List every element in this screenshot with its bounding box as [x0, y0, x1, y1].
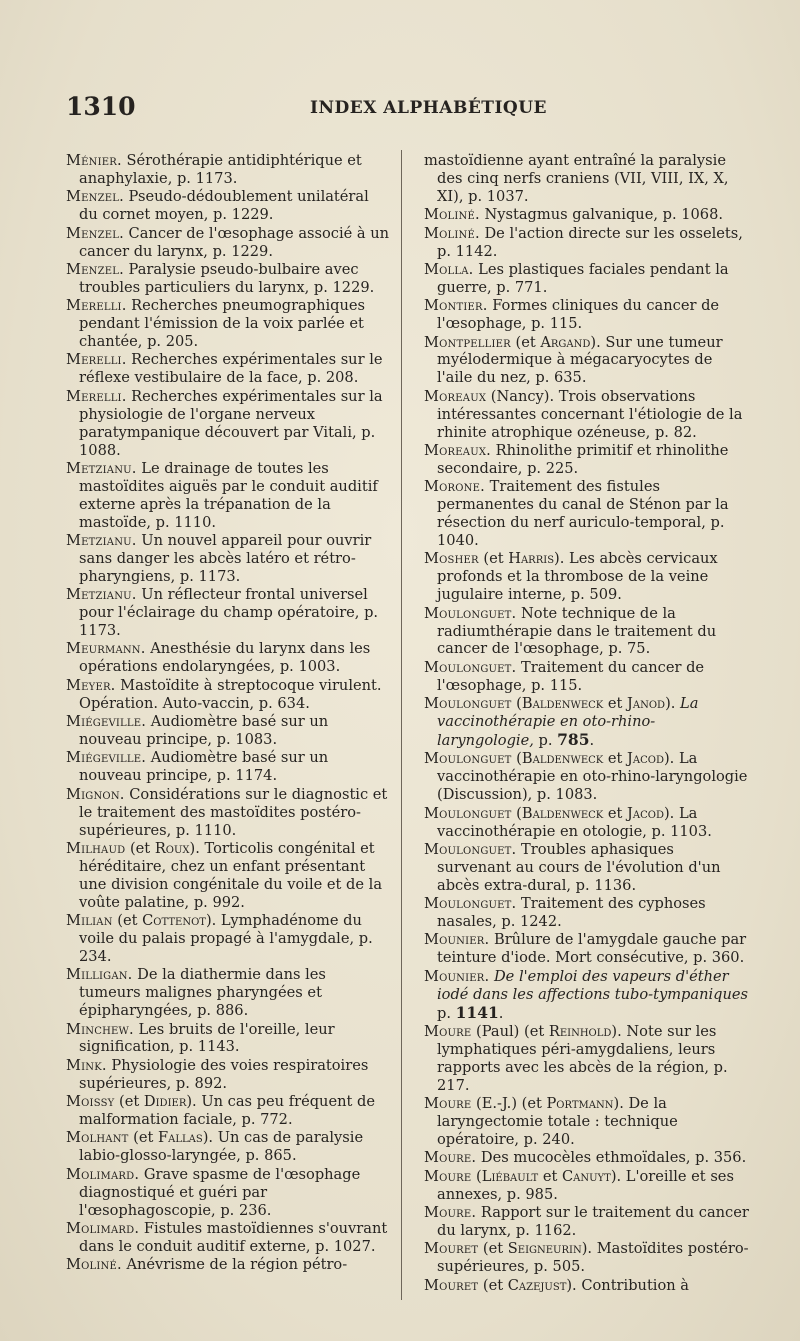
index-entry: Metzianu. Le drainage de toutes les mastoïdites aiguës par le conduit auditif externe après la trépanation de la mastoïde, p. 1110. [66, 459, 378, 531]
index-entry: Montpellier (et Argand). Sur une tumeur myélodermique à mégacaryocytes de l'aile du nez, p. 635. [424, 333, 723, 387]
entry-author: Moulonguet. [424, 604, 517, 622]
entry-coauthor: Roux [154, 839, 190, 857]
entry-coauthor: Argand [540, 333, 591, 351]
index-entry: Mink. Physiologie des voies respiratoires supérieures, p. 892. [66, 1056, 369, 1092]
entry-author: Meurmann. [66, 640, 146, 658]
entry-author: Molimard. [66, 1165, 140, 1183]
index-entry: Molhant (et Fallas). Un cas de paralysie labio-glosso-laryngée, p. 865. [66, 1129, 364, 1165]
entry-author: Moissy [66, 1093, 115, 1111]
entry-author: Molimard. [66, 1219, 140, 1237]
entry-author: Mignon. [66, 785, 125, 803]
entry-author: Morone. [424, 478, 485, 496]
entry-coauthor: Liébault [481, 1167, 539, 1185]
index-entry: Moliné. De l'action directe sur les osselets, p. 1142. [424, 224, 743, 260]
entry-coauthor: Janod [627, 695, 666, 713]
entry-author: Moure [424, 1023, 472, 1040]
index-entry: Moure (E.-J.) (et Portmann). De la laryngectomie totale : technique opératoire, p. 240. [424, 1095, 678, 1148]
entry-author: Milhaud [66, 839, 126, 857]
index-entry: Merelli. Recherches pneumographiques pendant l'émission de la voix parlée et chantée, p. 205. [66, 297, 366, 351]
index-entry: mastoïdienne ayant entraîné la paralysie des cinq nerfs craniens (VII, VIII, IX, X, XI), p. 1037. [424, 152, 729, 205]
entry-author: Minchew. [66, 1020, 134, 1038]
index-entry: Mouret (et Cazejust). Contribution à [424, 1276, 689, 1294]
entry-author: Mounier. [424, 931, 490, 949]
index-entry: Meyer. Mastoïdite à streptocoque virulent. Opération. Auto-vaccin, p. 634. [66, 676, 382, 712]
index-entry: Mosher (et Harris). Les abcès cervicaux profonds et la thrombose de la veine jugulaire interne, p. 509. [424, 550, 718, 604]
entry-coauthor: Baldenweck [521, 804, 604, 822]
entry-author: Metzianu. [66, 459, 137, 477]
index-entry: Miégeville. Audiomètre basé sur un nouveau principe, p. 1083. [66, 713, 329, 748]
entry-author: Montpellier [424, 333, 511, 351]
index-entry: Milligan. De la diathermie dans les tumeurs malignes pharyngées et épipharyngées, p. 886. [66, 966, 326, 1020]
index-entry: Mouret (et Seigneurin). Mastoïdites postéro-supérieures, p. 505. [424, 1240, 749, 1276]
entry-coauthor: Didier [143, 1093, 187, 1111]
index-entry: Minchew. Les bruits de l'oreille, leur signification, p. 1143. [66, 1020, 335, 1056]
index-entry: Metzianu. Un nouvel appareil pour ouvrir sans danger les abcès latéro et rétro-pharyngiens, p. 1173. [66, 532, 372, 585]
entry-author: Menzel. [66, 224, 124, 242]
index-entry: Moulonguet. Note technique de la radiumthérapie dans le traitement du cancer de l'œsophage, p. 75. [424, 604, 717, 658]
entry-page-bold: 1141 [455, 1002, 499, 1022]
running-head: INDEX ALPHABÉTIQUE [310, 98, 547, 118]
entry-author: Merelli. [66, 297, 127, 315]
entry-author: Moliné. [424, 206, 480, 224]
entry-title-italic: La vaccinothérapie en oto-rhino-laryngologie, [437, 695, 699, 749]
entry-author: Moure [424, 1095, 472, 1113]
index-entry: Mounier. De l'emploi des vapeurs d'éther iodé dans les affections tubo-tympaniques p. 1141. [424, 967, 749, 1022]
index-entry: Merelli. Recherches expérimentales sur le réflexe vestibulaire de la face, p. 208. [66, 351, 383, 387]
page-number: 1310 [66, 92, 136, 121]
entry-author: Moulonguet [424, 695, 512, 713]
entry-author: Moulonguet [424, 804, 512, 822]
entry-coauthor: Baldenweck [521, 695, 604, 713]
index-entry: Metzianu. Un réflecteur frontal universel pour l'éclairage du champ opératoire, p. 1173. [66, 586, 379, 640]
index-entry: Moure. Rapport sur le traitement du cancer du larynx, p. 1162. [424, 1204, 749, 1239]
index-entry: Merelli. Recherches expérimentales sur la physiologie de l'organe nerveux paratympanique découvert par Vitali, p. 1088. [66, 387, 383, 459]
index-entry: Moliné. Anévrisme de la région pétro- [66, 1256, 348, 1274]
index-entry: Moreaux (Nancy). Trois observations intéressantes concernant l'étiologie de la rhinite atrophique ozéneuse, p. 82. [424, 387, 743, 441]
entry-coauthor: Cottenot [142, 912, 206, 930]
right-column [424, 152, 749, 1295]
index-entry: Miégeville. Audiomètre basé sur un nouveau principe, p. 1174. [66, 749, 329, 785]
entry-author: Moulonguet. [424, 840, 517, 858]
entry-coauthor: Jacod [627, 750, 664, 768]
entry-author: Menzel. [66, 260, 124, 278]
entry-coauthor: Fallas [158, 1129, 203, 1147]
index-entry: Milian (et Cottenot). Lymphadénome du voile du palais propagé à l'amygdale, p. 234. [66, 912, 373, 965]
entry-author: Moreaux. [424, 442, 491, 459]
index-entry: Molimard. Grave spasme de l'œsophage diagnostiqué et guéri par l'œsophagoscopie, p. 236. [66, 1165, 361, 1219]
index-entry: Moulonguet. Troubles aphasiques survenant au cours de l'évolution d'un abcès extra-dural, p. 1136. [424, 840, 721, 894]
entry-author: Menzel. [66, 188, 124, 206]
entry-author: Mounier. [424, 967, 490, 985]
entry-author: Miégeville. [66, 713, 147, 731]
entry-author: Merelli. [66, 387, 127, 405]
entry-author: Mosher [424, 550, 479, 568]
entry-coauthor: Harris [508, 550, 555, 568]
page-header [66, 92, 746, 128]
entry-author: Meyer. [66, 676, 116, 694]
index-entry: Montier. Formes cliniques du cancer de l'œsophage, p. 115. [424, 297, 720, 333]
entry-author: Merelli. [66, 351, 127, 369]
index-entry: Moulonguet (Baldenweck et Jacod). La vaccinothérapie en otologie, p. 1103. [424, 804, 712, 840]
entry-coauthor: Portmann [546, 1095, 614, 1113]
index-entry: Morone. Traitement des fistules permanentes du canal de Sténon par la résection du nerf auriculo-temporal, p. 1040. [424, 478, 729, 550]
entry-author: Moure. [424, 1149, 477, 1167]
entry-author: Moulonguet. [424, 895, 517, 913]
index-entry: Milhaud (et Roux). Torticolis congénital et héréditaire, chez un enfant présentant une division congénitale du voile et de la voûte palatine, p. 992. [66, 839, 383, 911]
entry-author: Moliné. [66, 1256, 122, 1274]
index-entry: Moulonguet. Traitement du cancer de l'œsophage, p. 115. [424, 658, 705, 694]
entry-title-italic: De l'emploi des vapeurs d'éther iodé dans les affections tubo-tympaniques [437, 967, 749, 1003]
entry-coauthor: Reinhold [548, 1023, 612, 1040]
entry-author: Ménier. [66, 152, 122, 169]
index-entry: Moissy (et Didier). Un cas peu fréquent de malformation faciale, p. 772. [66, 1093, 375, 1129]
index-entry: Moure. Des mucocèles ethmoïdales, p. 356. [424, 1149, 747, 1167]
index-entry: Moure (Paul) (et Reinhold). Note sur les lymphatiques péri-amygdaliens, leurs rapports avec les abcès de la région, p. 217. [424, 1023, 728, 1094]
entry-coauthor: Canuyt [561, 1167, 611, 1185]
index-entry: Moreaux. Rhinolithe primitif et rhinolithe secondaire, p. 225. [424, 442, 729, 477]
entry-author: Mouret [424, 1276, 479, 1294]
entry-author: Milian [66, 912, 113, 930]
index-entry: Moure (Liébault et Canuyt). L'oreille et ses annexes, p. 985. [424, 1167, 734, 1203]
entry-author: Molhant [66, 1129, 129, 1147]
index-entry: Mignon. Considérations sur le diagnostic et le traitement des mastoïdites postéro-supérieures, p. 1110. [66, 785, 388, 839]
entry-author: Moulonguet [424, 750, 512, 768]
entry-author: Molla. [424, 260, 474, 278]
entry-author: Moulonguet. [424, 658, 517, 676]
index-entry: Menzel. Paralysie pseudo-bulbaire avec troubles particuliers du larynx, p. 1229. [66, 260, 375, 296]
index-entry: Mounier. Brûlure de l'amygdale gauche par teinture d'iode. Mort consécutive, p. 360. [424, 931, 747, 967]
index-entry: Moliné. Nystagmus galvanique, p. 1068. [424, 206, 724, 224]
index-entry: Ménier. Sérothérapie antidiphtérique et anaphylaxie, p. 1173. [66, 152, 362, 187]
entry-author: Metzianu. [66, 586, 137, 604]
entry-coauthor: Jacod [627, 804, 664, 822]
index-entry: Moulonguet (Baldenweck et Janod). La vaccinothérapie en oto-rhino-laryngologie, p. 785. [424, 695, 699, 749]
entry-author: Moure [424, 1167, 472, 1185]
entry-author: Metzianu. [66, 532, 137, 550]
entry-author: Moure. [424, 1204, 477, 1222]
index-entry: Moulonguet (Baldenweck et Jacod). La vaccinothérapie en oto-rhino-laryngologie (Discussion), p. 1083. [424, 750, 748, 804]
left-column [66, 152, 391, 1275]
index-entry: Molla. Les plastiques faciales pendant la guerre, p. 771. [424, 260, 729, 296]
entry-coauthor: Seigneurin [507, 1240, 582, 1258]
entry-page-bold: 785 [557, 730, 590, 749]
entry-author: Milligan. [66, 966, 133, 984]
index-entry: Menzel. Pseudo-dédoublement unilatéral du cornet moyen, p. 1229. [66, 188, 369, 224]
entry-author: Moliné. [424, 224, 480, 242]
column-divider [401, 150, 402, 1300]
index-entry: Menzel. Cancer de l'œsophage associé à un cancer du larynx, p. 1229. [66, 224, 390, 260]
entry-author: Mink. [66, 1056, 107, 1074]
entry-coauthor: Baldenweck [521, 750, 604, 768]
entry-author: Mouret [424, 1240, 479, 1258]
entry-coauthor: Cazejust [507, 1276, 567, 1294]
entry-author: Moreaux [424, 387, 487, 405]
index-entry: Meurmann. Anesthésie du larynx dans les opérations endolaryngées, p. 1003. [66, 640, 371, 676]
index-entry: Molimard. Fistules mastoïdiennes s'ouvrant dans le conduit auditif externe, p. 1027. [66, 1219, 388, 1255]
entry-author: Montier. [424, 297, 488, 315]
index-entry: Moulonguet. Traitement des cyphoses nasales, p. 1242. [424, 895, 706, 931]
entry-author: Miégeville. [66, 749, 147, 767]
